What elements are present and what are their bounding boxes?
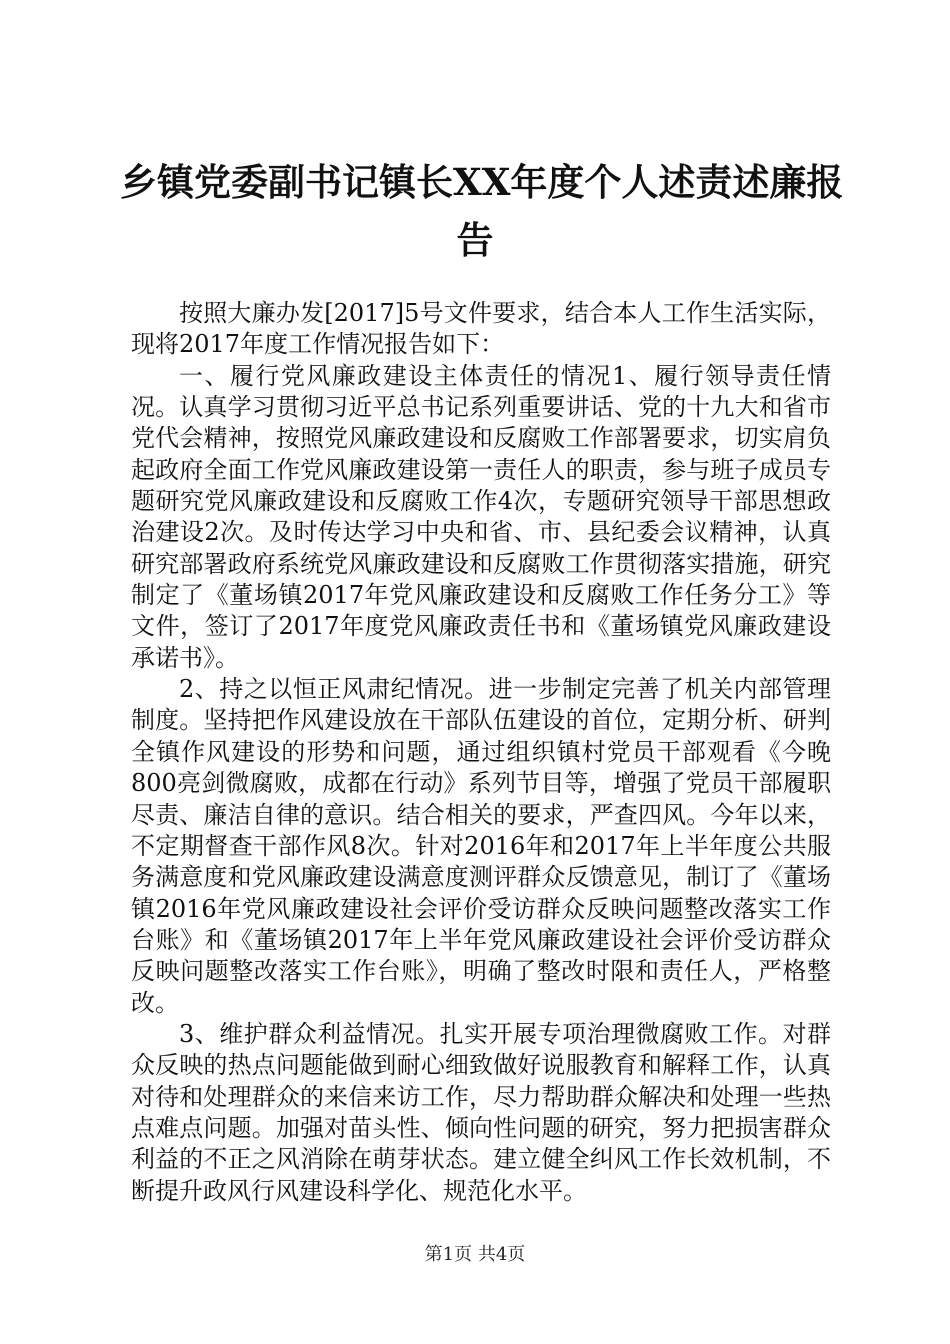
paragraph-section-1: 一、履行党风廉政建设主体责任的情况1、履行领导责任情况。认真学习贯彻习近平总书记系列重要讲话、党的十九大和省市党代会精神，按照党风廉政建设和反腐败工作部署要求，切实肩负起政府全面工作党风廉政建设第一责任人的职责，参与班子成员专题研究党风廉政建设和反腐败工作4次，专题研究领导干部思想政治建设2次。及时传达学习中央和省、市、县纪委会议精神，认真研究部署政府系统党风廉政建设和反腐败工作贯彻落实措施，研究制定了《董场镇2017年党风廉政建设和反腐败工作任务分工》等文件，签订了2017年度党风廉政责任书和《董场镇党风廉政建设承诺书》。 xyxy=(131,361,831,672)
document-body xyxy=(131,298,831,1207)
paragraph-intro: 按照大廉办发[2017]5号文件要求，结合本人工作生活实际，现将2017年度工作情况报告如下： xyxy=(131,299,831,359)
paragraph-section-2: 2、持之以恒正风肃纪情况。进一步制定完善了机关内部管理制度。坚持把作风建设放在干部队伍建设的首位，定期分析、研判全镇作风建设的形势和问题，通过组织镇村党员干部观看《今晚800亮剑微腐败，成都在行动》系列节目等，增强了党员干部履职尽责、廉洁自律的意识。结合相关的要求，严查四风。今年以来，不定期督查干部作风8次。针对2016年和2017年上半年度公共服务满意度和党风廉政建设满意度测评群众反馈意见，制订了《董场镇2016年党风廉政建设社会评价受访群众反映问题整改落实工作台账》和《董场镇2017年上半年党风廉政建设社会评价受访群众反映问题整改落实工作台账》，明确了整改时限和责任人，严格整改。 xyxy=(131,675,831,1017)
paragraph-section-3: 3、维护群众利益情况。扎实开展专项治理微腐败工作。对群众反映的热点问题能做到耐心细致做好说服教育和解释工作，认真对待和处理群众的来信来访工作，尽力帮助群众解决和处理一些热点难点问题。加强对苗头性、倾向性问题的研究，努力把损害群众利益的不正之风消除在萌芽状态。建立健全纠风工作长效机制，不断提升政风行风建设科学化、规范化水平。 xyxy=(131,1019,831,1205)
document-title-line-1: 乡镇党委副书记镇长XX年度个人述责述廉报 xyxy=(120,160,844,204)
document-title-line-2: 告 xyxy=(456,218,494,262)
page-number-footer: 第1页 共4页 xyxy=(424,1244,526,1265)
